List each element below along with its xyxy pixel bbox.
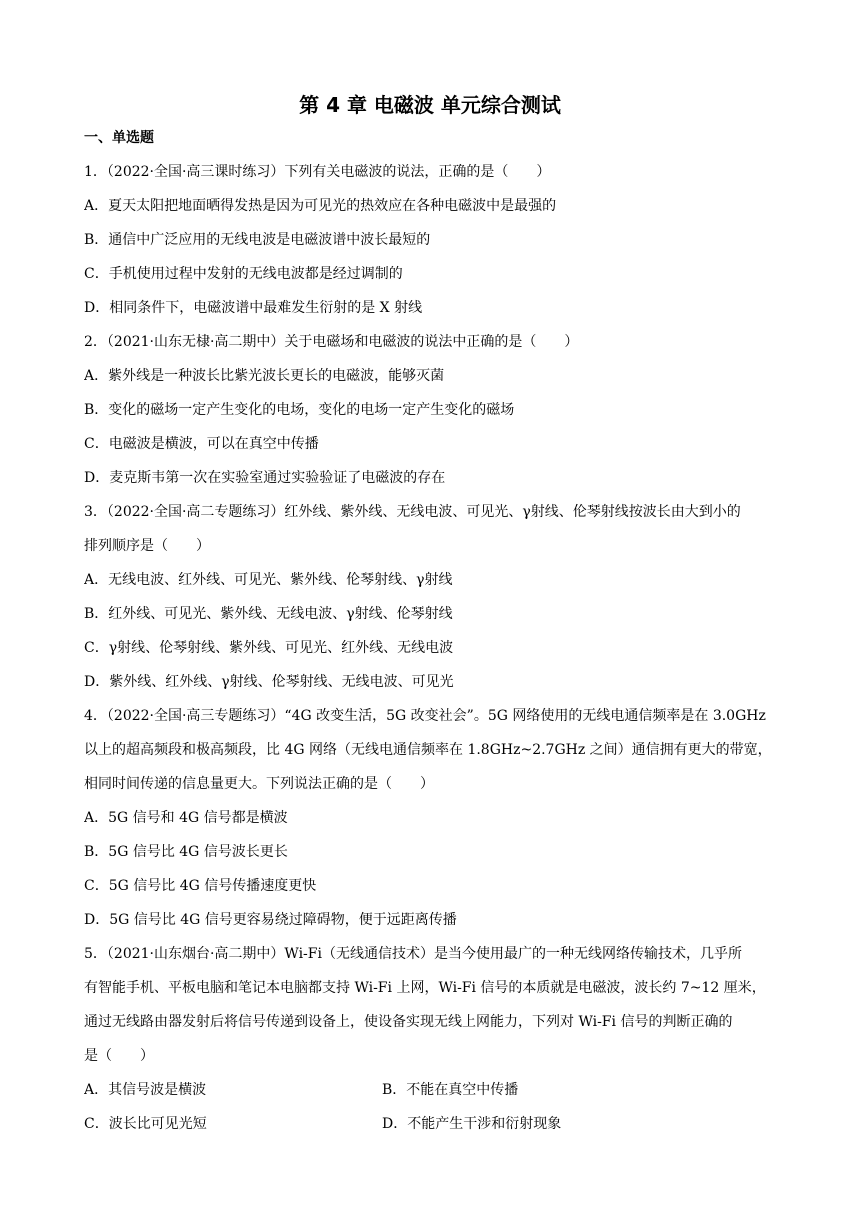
option-b: B．不能在真空中传播 xyxy=(382,1082,519,1098)
page-title: 第 4 章 电磁波 单元综合测试 xyxy=(299,93,561,117)
question-stem-continued: 排列顺序是（ ） xyxy=(84,538,210,554)
option-a: A．5G 信号和 4G 信号都是横波 xyxy=(84,810,288,826)
option-a: A．紫外线是一种波长比紫光波长更长的电磁波，能够灭菌 xyxy=(84,368,445,384)
option-d: D．麦克斯韦第一次在实验室通过实验验证了电磁波的存在 xyxy=(84,470,446,486)
question-5 xyxy=(84,937,780,1141)
option-c: C．手机使用过程中发射的无线电波都是经过调制的 xyxy=(84,266,403,282)
option-b: B．5G 信号比 4G 信号波长更长 xyxy=(84,844,288,860)
question-stem-continued: 有智能手机、平板电脑和笔记本电脑都支持 Wi-Fi 上网，Wi-Fi 信号的本质就是电磁波，波长约 7~12 厘米， xyxy=(84,980,766,996)
question-stem-continued: 通过无线路由器发射后将信号传递到设备上，使设备实现无线上网能力，下列对 Wi-Fi 信号的判断正确的 xyxy=(84,1014,733,1030)
option-d: D．紫外线、红外线、γ射线、伦琴射线、无线电波、可见光 xyxy=(84,674,454,690)
question-stem: 4．（2022·全国·高三专题练习）“4G 改变生活，5G 改变社会”。5G 网络使用的无线电通信频率是在 3.0GHz xyxy=(84,708,766,724)
option-a: A．夏天太阳把地面晒得发热是因为可见光的热效应在各种电磁波中是最强的 xyxy=(84,198,557,214)
question-stem-continued: 是（ ） xyxy=(84,1048,154,1064)
option-a: A．其信号波是横波 xyxy=(84,1082,207,1098)
option-d: D．相同条件下，电磁波谱中最难发生衍射的是 X 射线 xyxy=(84,300,423,316)
option-d: D．5G 信号比 4G 信号更容易绕过障碍物，便于远距离传播 xyxy=(84,912,457,928)
question-stem: 3．（2022·全国·高二专题练习）红外线、紫外线、无线电波、可见光、γ射线、伦琴射线按波长由大到小的 xyxy=(84,504,741,520)
question-stem-continued: 相同时间传递的信息量更大。下列说法正确的是（ ） xyxy=(84,776,434,792)
option-c: C．γ射线、伦琴射线、紫外线、可见光、红外线、无线电波 xyxy=(84,640,454,656)
option-c: C．电磁波是横波，可以在真空中传播 xyxy=(84,436,319,452)
question-list xyxy=(84,155,780,1141)
option-c: C．5G 信号比 4G 信号传播速度更快 xyxy=(84,878,317,894)
section-heading: 一、单选题 xyxy=(84,130,154,146)
question-4 xyxy=(84,699,780,937)
option-b: B．红外线、可见光、紫外线、无线电波、γ射线、伦琴射线 xyxy=(84,606,453,622)
question-stem: 5．（2021·山东烟台·高二期中）Wi-Fi（无线通信技术）是当今使用最广的一种无线网络传输技术，几乎所 xyxy=(84,946,742,962)
option-a: A．无线电波、红外线、可见光、紫外线、伦琴射线、γ射线 xyxy=(84,572,453,588)
option-row xyxy=(84,1107,780,1141)
option-d: D．不能产生干涉和衍射现象 xyxy=(382,1116,562,1132)
question-stem: 1．（2022·全国·高三课时练习）下列有关电磁波的说法，正确的是（ ） xyxy=(84,164,551,180)
question-3 xyxy=(84,495,780,699)
question-2 xyxy=(84,325,780,495)
question-1 xyxy=(84,155,780,325)
option-b: B．变化的磁场一定产生变化的电场，变化的电场一定产生变化的磁场 xyxy=(84,402,515,418)
option-c: C．波长比可见光短 xyxy=(84,1116,207,1132)
option-b: B．通信中广泛应用的无线电波是电磁波谱中波长最短的 xyxy=(84,232,431,248)
option-row xyxy=(84,1073,780,1107)
question-stem-continued: 以上的超高频段和极高频段，比 4G 网络（无线电通信频率在 1.8GHz~2.7GHz 之间）通信拥有更大的带宽， xyxy=(84,742,772,758)
question-stem: 2．（2021·山东无棣·高二期中）关于电磁场和电磁波的说法中正确的是（ ） xyxy=(84,334,579,350)
